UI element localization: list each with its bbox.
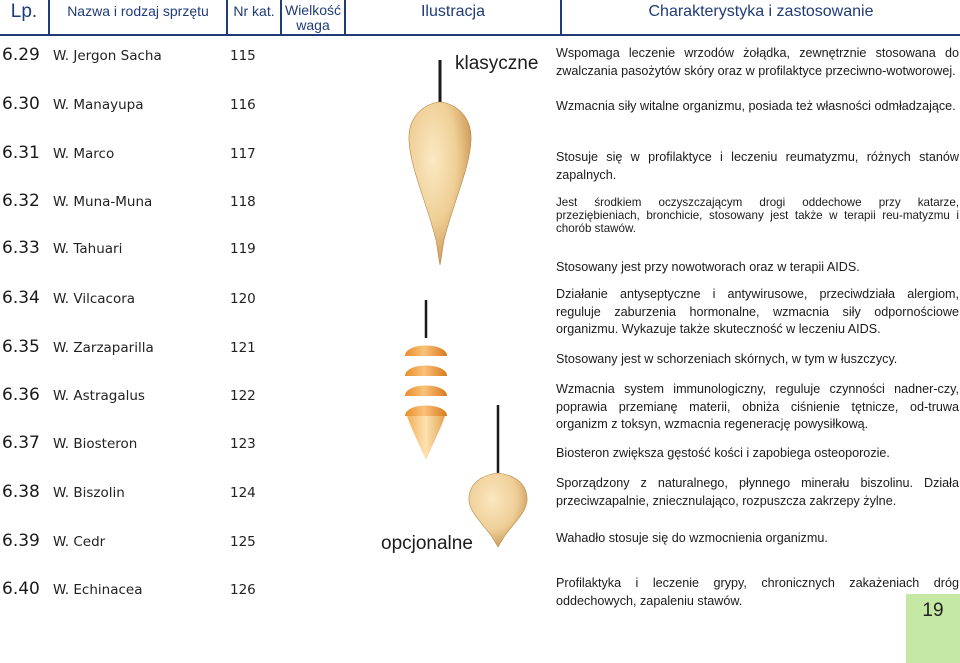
row-name: W. Astragalus: [53, 388, 145, 404]
row-number: 6.38: [2, 482, 40, 502]
header-size-line2: waga: [296, 16, 330, 33]
stack-segment-icon: [405, 406, 447, 417]
row-name: W. Biszolin: [53, 485, 125, 501]
description-6-38: Sporządzony z naturalnego, płynnego minerału biszolinu. Działa przeciwzapalnie, zniecznulająco, rozpuszcza zakrzepy żylne.: [556, 476, 959, 508]
row-number: 6.29: [2, 45, 40, 65]
row-name: W. Zarzaparilla: [53, 340, 154, 356]
description-6-29: Wspomaga leczenie wrzodów żołądka, zewnętrznie stosowana do zwalczania pasożytów skóry oraz w profilaktyce przeciwno-wotworowej.: [556, 46, 959, 78]
row-catalog-number: 123: [230, 436, 256, 452]
row-number: 6.40: [2, 579, 40, 599]
row-name: W. Biosteron: [53, 436, 138, 452]
row-name: W. Manayupa: [53, 97, 144, 113]
cone-pendulum-image: [460, 405, 540, 555]
description-6-40: Profilaktyka i leczenie grypy, chronicznych zakażeniach dróg oddechowych, zapaleniu stawów.: [556, 576, 959, 608]
row-catalog-number: 124: [230, 485, 256, 501]
stack-segment-icon: [405, 386, 447, 397]
row-name: W. Vilcacora: [53, 291, 136, 307]
classic-pendulum-image: [400, 60, 480, 280]
header-rule: [0, 34, 960, 36]
header-lp: Lp.: [10, 1, 38, 22]
row-name: W. Jergon Sacha: [53, 48, 162, 64]
row-name: W. Tahuari: [53, 241, 123, 257]
row-catalog-number: 121: [230, 340, 256, 356]
description-6-32: Jest środkiem oczyszczającym drogi oddechowe przy katarze, przeziębieniach, bronchicie, stosowany jest także w terapii reu-matyzmu i chorób stawów.: [556, 196, 959, 235]
row-catalog-number: 115: [230, 48, 256, 64]
description-6-34: Działanie antyseptyczne i antywirusowe, przeciwdziała alergiom, reguluje zaburzenia hormonalne, wzmacnia siły odpornościowe organizmu. Wykazuje także skuteczność w leczeniu AIDS.: [556, 287, 959, 336]
description-6-30: Wzmacnia siły witalne organizmu, posiada też własności odmładzające.: [556, 99, 956, 113]
row-name: W. Muna-Muna: [53, 194, 153, 210]
page-number: 19: [906, 594, 960, 663]
header-illustration: Ilustracja: [420, 3, 486, 20]
row-catalog-number: 116: [230, 97, 256, 113]
header-name: Nazwa i rodzaj sprzętu: [67, 3, 209, 19]
row-number: 6.33: [2, 238, 40, 258]
row-number: 6.39: [2, 531, 40, 551]
row-number: 6.30: [2, 94, 40, 114]
header-size-line1: Wielkość: [284, 1, 341, 18]
row-number: 6.34: [2, 288, 40, 308]
description-6-31: Stosuje się w profilaktyce i leczeniu reumatyzmu, różnych stanów zapalnych.: [556, 150, 959, 182]
description-6-37: Biosteron zwiększa gęstość kości i zapobiega osteoporozie.: [556, 446, 890, 460]
row-catalog-number: 119: [230, 241, 256, 257]
row-catalog-number: 126: [230, 582, 256, 598]
row-name: W. Echinacea: [53, 582, 143, 598]
header-cat: Nr kat.: [233, 3, 275, 19]
row-number: 6.37: [2, 433, 40, 453]
row-number: 6.31: [2, 143, 40, 163]
header-size: [282, 0, 344, 34]
row-number: 6.35: [2, 337, 40, 357]
description-6-35: Stosowany jest w schorzeniach skórnych, w tym w łuszczycy.: [556, 352, 898, 366]
description-6-33: Stosowany jest przy nowotworach oraz w terapii AIDS.: [556, 260, 860, 274]
header-characteristics: Charakterystyka i zastosowanie: [648, 3, 874, 20]
label-optional: opcjonalne: [381, 533, 473, 554]
stack-tip-icon: [407, 416, 445, 460]
row-catalog-number: 120: [230, 291, 256, 307]
row-catalog-number: 118: [230, 194, 256, 210]
row-catalog-number: 122: [230, 388, 256, 404]
row-name: W. Cedr: [53, 534, 106, 550]
row-name: W. Marco: [53, 146, 115, 162]
stack-segment-icon: [405, 366, 447, 377]
stack-segment-icon: [405, 346, 447, 357]
row-number: 6.32: [2, 191, 40, 211]
row-catalog-number: 117: [230, 146, 256, 162]
teardrop-pendulum-icon: [409, 102, 471, 265]
label-classic: klasyczne: [455, 53, 539, 74]
stacked-pendulum-image: [395, 300, 465, 470]
description-6-36: Wzmacnia system immunologiczny, reguluje czynności nadner-czy, poprawia przemianę materii, obniża ciśnienie tętnicze, od-truwa organizm z toksyn, wzmacnia regenerację powysiłkową.: [556, 382, 959, 431]
cone-pendulum-icon: [469, 473, 527, 547]
row-catalog-number: 125: [230, 534, 256, 550]
row-number: 6.36: [2, 385, 40, 405]
description-6-39: Wahadło stosuje się do wzmocnienia organizmu.: [556, 531, 828, 545]
table-header: [0, 0, 960, 34]
